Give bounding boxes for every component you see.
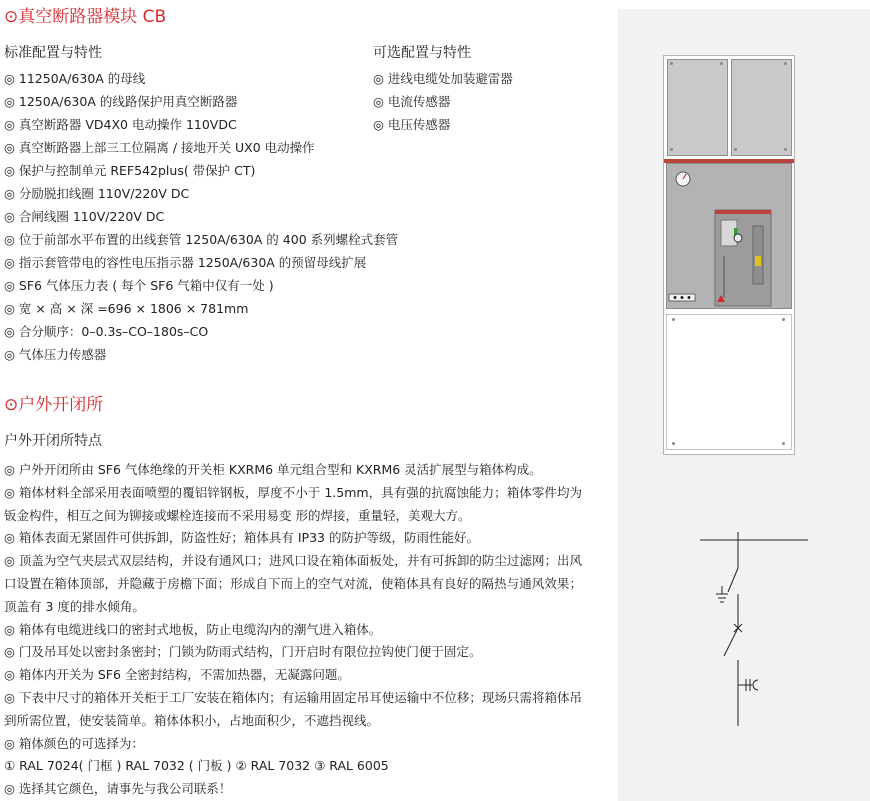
standard-item: ◎ 1250A/630A 的线路保护用真空断路器 xyxy=(4,94,238,109)
standard-item: ◎ 真空断路器 VD4X0 电动操作 110VDC xyxy=(4,117,237,132)
standard-item: ◎ 11250A/630A 的母线 xyxy=(4,71,146,86)
feature-paragraph: ◎ 选择其它颜色，请事先与我公司联系！ xyxy=(4,781,232,797)
standard-item: ◎ 合分顺序：0–0.3s–CO–180s–CO xyxy=(4,324,209,339)
top-right-door xyxy=(731,59,792,156)
outdoor-features-body xyxy=(4,459,582,801)
switchgear-cabinet-image xyxy=(663,55,795,455)
single-line-diagram xyxy=(700,530,810,730)
standard-item: ◎ SF6 气体压力表 ( 每个 SF6 气箱中仅有一处 ) xyxy=(4,278,274,293)
standard-item: ◎ 真空断路器上部三工位隔离 / 接地开关 UX0 电动操作 xyxy=(4,140,315,155)
standard-item: ◎ 保护与控制单元 REF542plus( 带保护 CT) xyxy=(4,163,256,178)
feature-paragraph: ◎ 户外开闭所由 SF6 气体绝缘的开关柜 KXRM6 单元组合型和 KXRM6 灵活扩展型与箱体构成。 xyxy=(4,462,542,477)
color-options: ① RAL 7024( 门框 ) RAL 7032 ( 门板 ) ② RAL 7032 ③ RAL 6005 xyxy=(4,758,389,774)
breaker-panel xyxy=(666,163,792,309)
feature-paragraph: ◎ 箱体表面无紧固件可供拆卸，防盗性好；箱体具有 IP33 的防护等级，防雨性能好。 xyxy=(4,530,479,546)
section-title-cb: ⊙真空断路器模块 CB xyxy=(4,7,167,27)
top-left-door xyxy=(667,59,728,156)
standard-item: ◎ 宽 × 高 × 深 =696 × 1806 × 781mm xyxy=(4,301,249,316)
standard-item: ◎ 位于前部水平布置的出线套管 1250A/630A 的 400 系列螺栓式套管 xyxy=(4,232,399,247)
feature-paragraph: ◎ 下表中尺寸的箱体开关柜于工厂安装在箱体内；有运输用固定吊耳使运输中不位移；现场只需将箱体吊到所需位置，使安装简单。箱体体积小，占地面积少，不遮挡视线。 xyxy=(4,689,582,728)
standard-item: ◎ 合闸线圈 110V/220V DC xyxy=(4,209,165,224)
feature-paragraph: ◎ 箱体颜色的可选择为： xyxy=(4,735,144,751)
outdoor-features-title: 户外开闭所特点 xyxy=(4,433,102,449)
section-title-outdoor: ⊙户外开闭所 xyxy=(4,395,104,415)
feature-paragraph: ◎ 箱体材料全部采用表面喷塑的覆铝锌钢板，厚度不小于 1.5mm，具有强的抗腐蚀能力；箱体零件均为钣金构件，相互之间为铆接或螺栓连接而不采用易变 形的焊接，重量轻，美观大方。 xyxy=(4,484,582,523)
feature-paragraph: ◎ 箱体有电缆进线口的密封式地板，防止电缆沟内的潮气进入箱体。 xyxy=(4,621,382,637)
optional-item: ◎ 进线电缆处加装避雷器 xyxy=(373,71,513,86)
optional-item: ◎ 电流传感器 xyxy=(373,94,451,109)
cable-compartment xyxy=(666,314,792,450)
feature-paragraph: ◎ 门及吊耳处以密封条密封；门锁为防雨式结构，门开启时有限位拉钩使门便于固定。 xyxy=(4,644,482,660)
standard-config-title: 标准配置与特性 xyxy=(4,45,102,61)
feature-paragraph: ◎ 箱体内开关为 SF6 全密封结构，不需加热器，无凝露问题。 xyxy=(4,667,350,683)
standard-item: ◎ 指示套管带电的容性电压指示器 1250A/630A 的预留母线扩展 xyxy=(4,255,367,270)
standard-item: ◎ 气体压力传感器 xyxy=(4,347,107,362)
standard-item: ◎ 分励脱扣线圈 110V/220V DC xyxy=(4,186,190,201)
optional-config-title: 可选配置与特性 xyxy=(373,45,471,61)
optional-item: ◎ 电压传感器 xyxy=(373,117,451,132)
feature-paragraph: ◎ 顶盖为空气夹层式双层结构，并设有通风口；进风口设在箱体面板处，并有可拆卸的防尘过滤网；出风口设置在箱体顶部，并隐藏于房檐下面；形成自下而上的空气对流，使箱体具有良好的隔热与通风效果；顶盖有 3 度的排水倾角。 xyxy=(4,553,582,614)
